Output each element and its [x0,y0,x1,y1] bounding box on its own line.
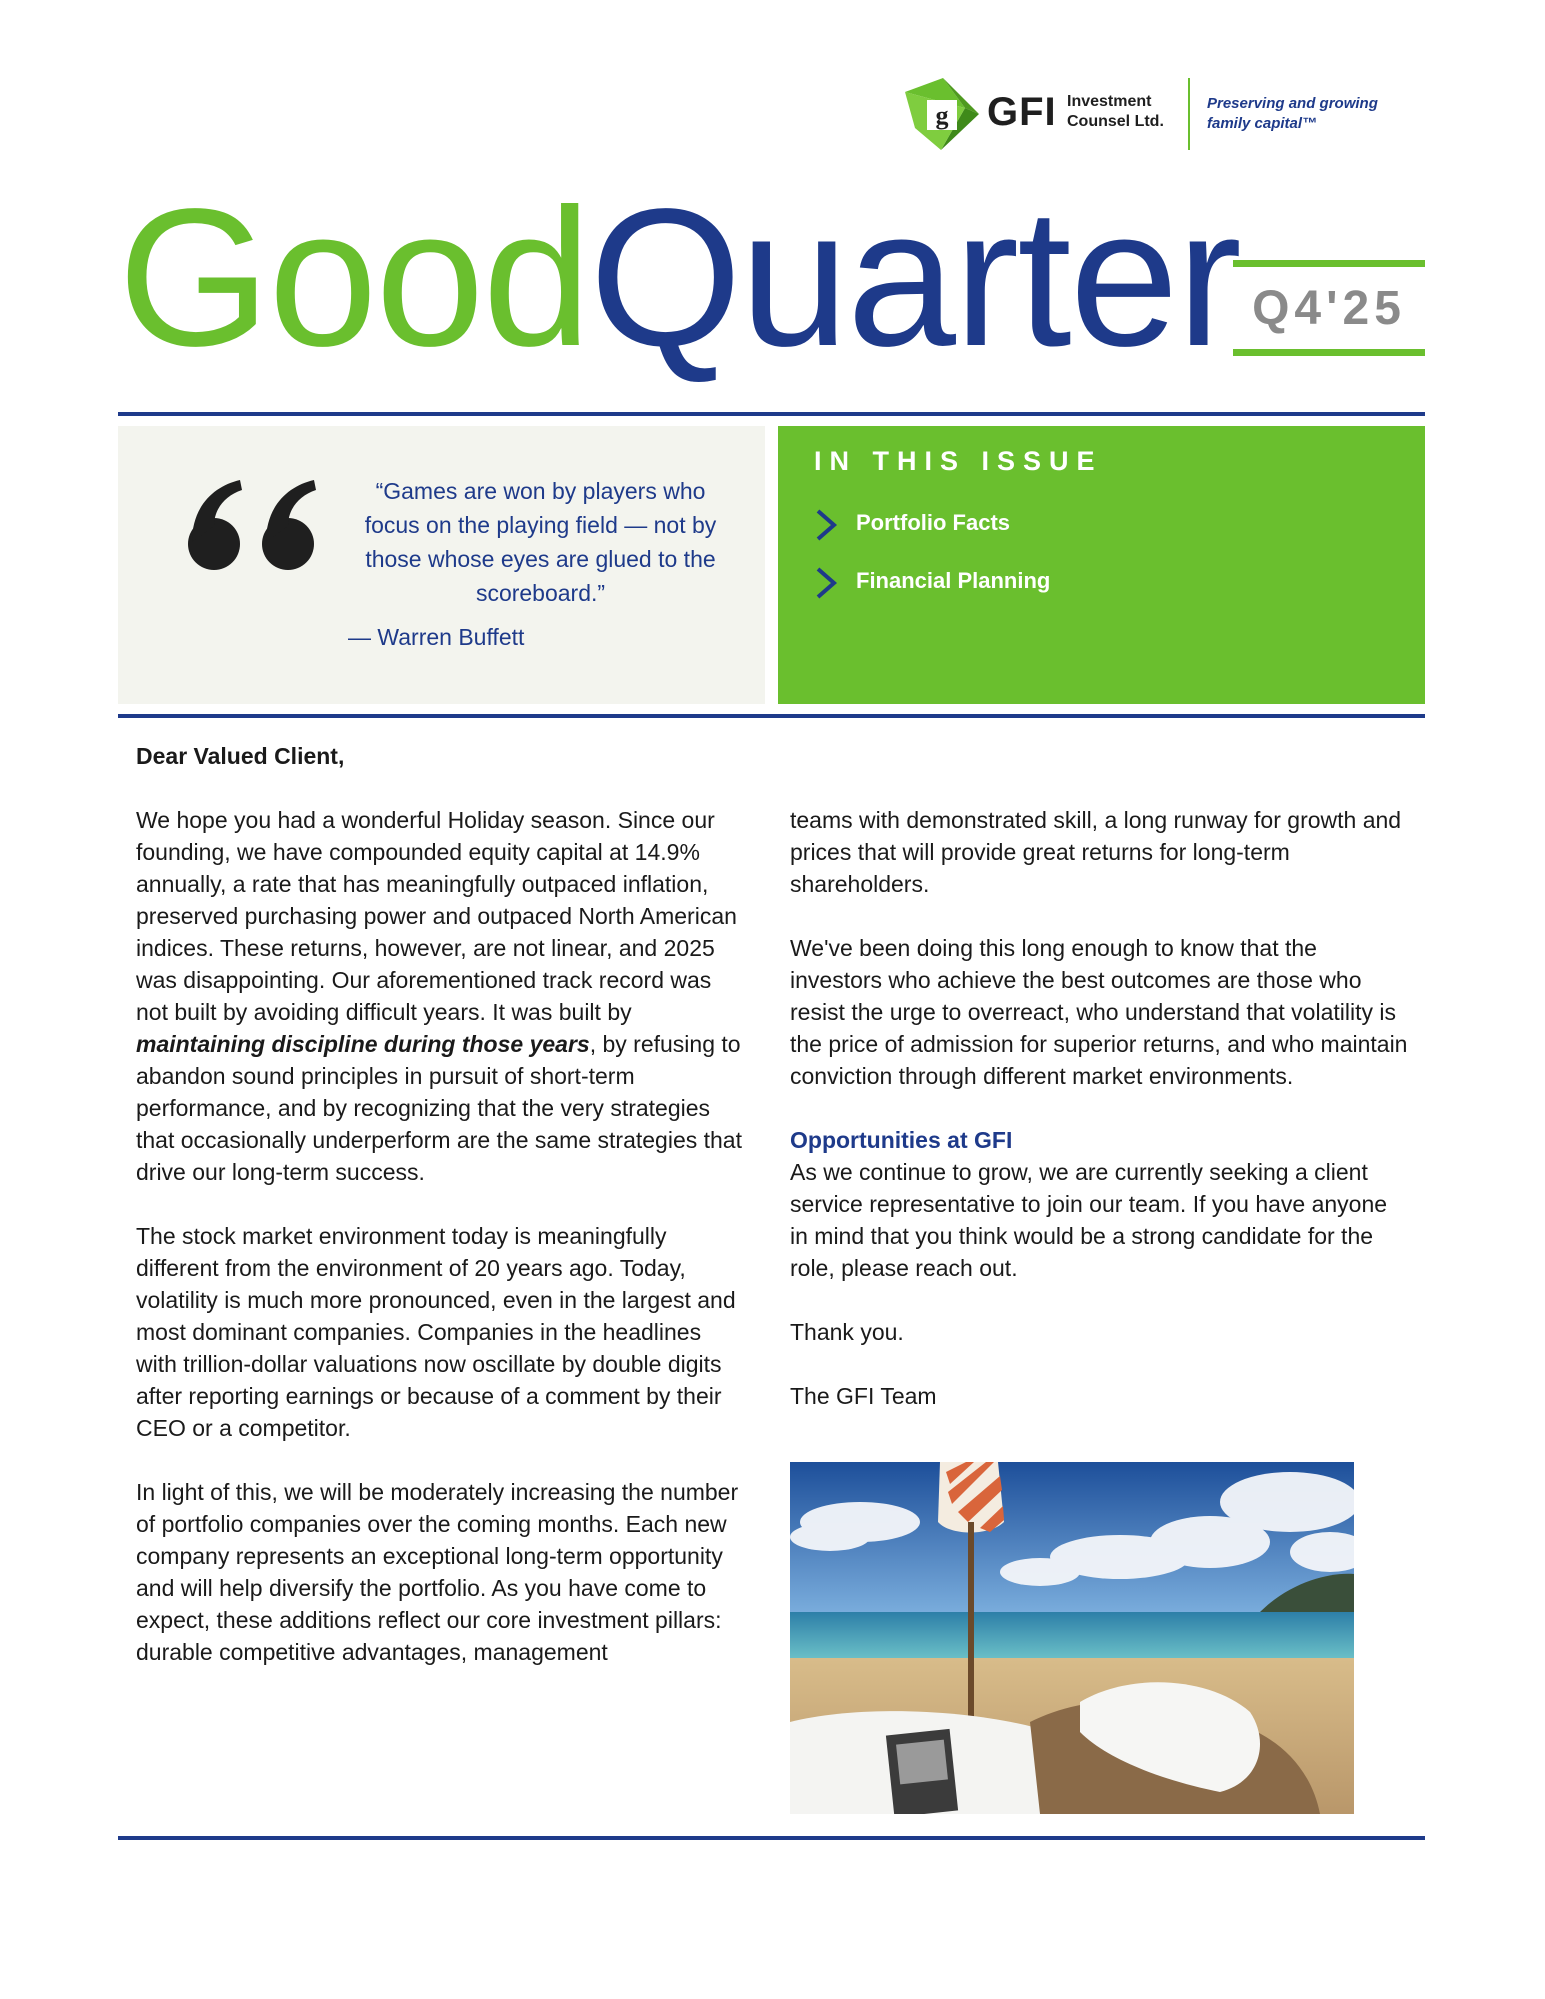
issue-item-label: Financial Planning [856,568,1051,593]
signature: The GFI Team [790,1383,937,1409]
issue-badge [1233,260,1425,356]
salutation: Dear Valued Client, [136,743,345,769]
issue-label: Q4'25 [1252,282,1406,335]
gfi-logo-mark-icon [905,78,979,150]
issue-item-label: Portfolio Facts [856,510,1011,535]
divider-top [118,412,1425,416]
quote-text: “Games are won by players who focus on the playing field — not by those whose eyes are glued to the scoreboard.” [364,478,717,606]
quote-panel [118,426,765,704]
beach-photo [790,1462,1354,1814]
paragraph-1-emphasis: maintaining discipline during those years [136,1031,590,1057]
closing: Thank you. [790,1319,904,1345]
paragraph-1-text-a: We hope you had a wonderful Holiday season. Since our founding, we have compounded equity capital at 14.9% annually, a rate that has meaningfully outpaced inflation, preserved purchasing power and outpaced North American indices. These returns, however, are not linear, and 2025 was disappointing. Our aforementioned track record was not built by avoiding difficult years. It was built by [136,807,737,1025]
paragraph-1-text-b: , by refusing to abandon sound principles in pursuit of short-term performance, and by recognizing that the very strategies that occasionally underperform are the same strategies that drive our long-term success. [136,1031,742,1185]
title-good: Good [118,168,590,387]
logo-company-name: Investment Counsel Ltd. [1067,93,1164,130]
paragraph-4: We've been doing this long enough to know that the investors who achieve the best outcomes are those who resist the urge to overreact, who understand that volatility is the price of admission for superior returns, and who maintain conviction through different market environments. [790,935,1408,1089]
paragraph-5: As we continue to grow, we are currently seeking a client service representative to join our team. If you have anyone in mind that you think would be a strong candidate for the role, please reach out. [790,1159,1388,1281]
chevron-right-icon [814,566,838,600]
in-this-issue-panel [778,426,1425,704]
paragraph-2: The stock market environment today is meaningfully different from the environment of 20 years ago. Today, volatility is much more pronounced, even in the largest and most dominant companies. Companies in the headlines with trillion-dollar valuations now oscillate by double digits after reporting earnings or because of a comment by their CEO or a competitor. [136,1223,736,1441]
quote-mark-icon [184,476,324,576]
logo-tagline: Preserving and growing family capital™ [1207,95,1378,132]
quote-author: — Warren Buffett [348,624,525,650]
logo-mark-letter: g [935,101,949,130]
letter-column-left [136,804,746,1700]
logo-divider [1188,78,1190,150]
chevron-right-icon [814,508,838,542]
company-logo [905,78,1395,150]
paragraph-3-continued: teams with demonstrated skill, a long runway for growth and prices that will provide great returns for long-term shareholders. [790,807,1402,897]
title-quarter: Quarter [589,168,1240,387]
opportunities-heading: Opportunities at GFI [790,1127,1013,1153]
paragraph-1 [136,804,746,1188]
letter-column-right [790,804,1410,1444]
divider-middle [118,714,1425,718]
in-this-issue-heading: IN THIS ISSUE [814,446,1103,476]
paragraph-3: In light of this, we will be moderately increasing the number of portfolio companies over the coming months. Each new company represents an exceptional long-term opportunity and will help diversify the portfolio. As you have come to expect, these additions reflect our core investment pillars: durable competitive advantages, management [136,1479,739,1665]
newsletter-title [118,168,1240,387]
logo-wordmark: GFI [987,90,1057,134]
divider-bottom [118,1836,1425,1840]
